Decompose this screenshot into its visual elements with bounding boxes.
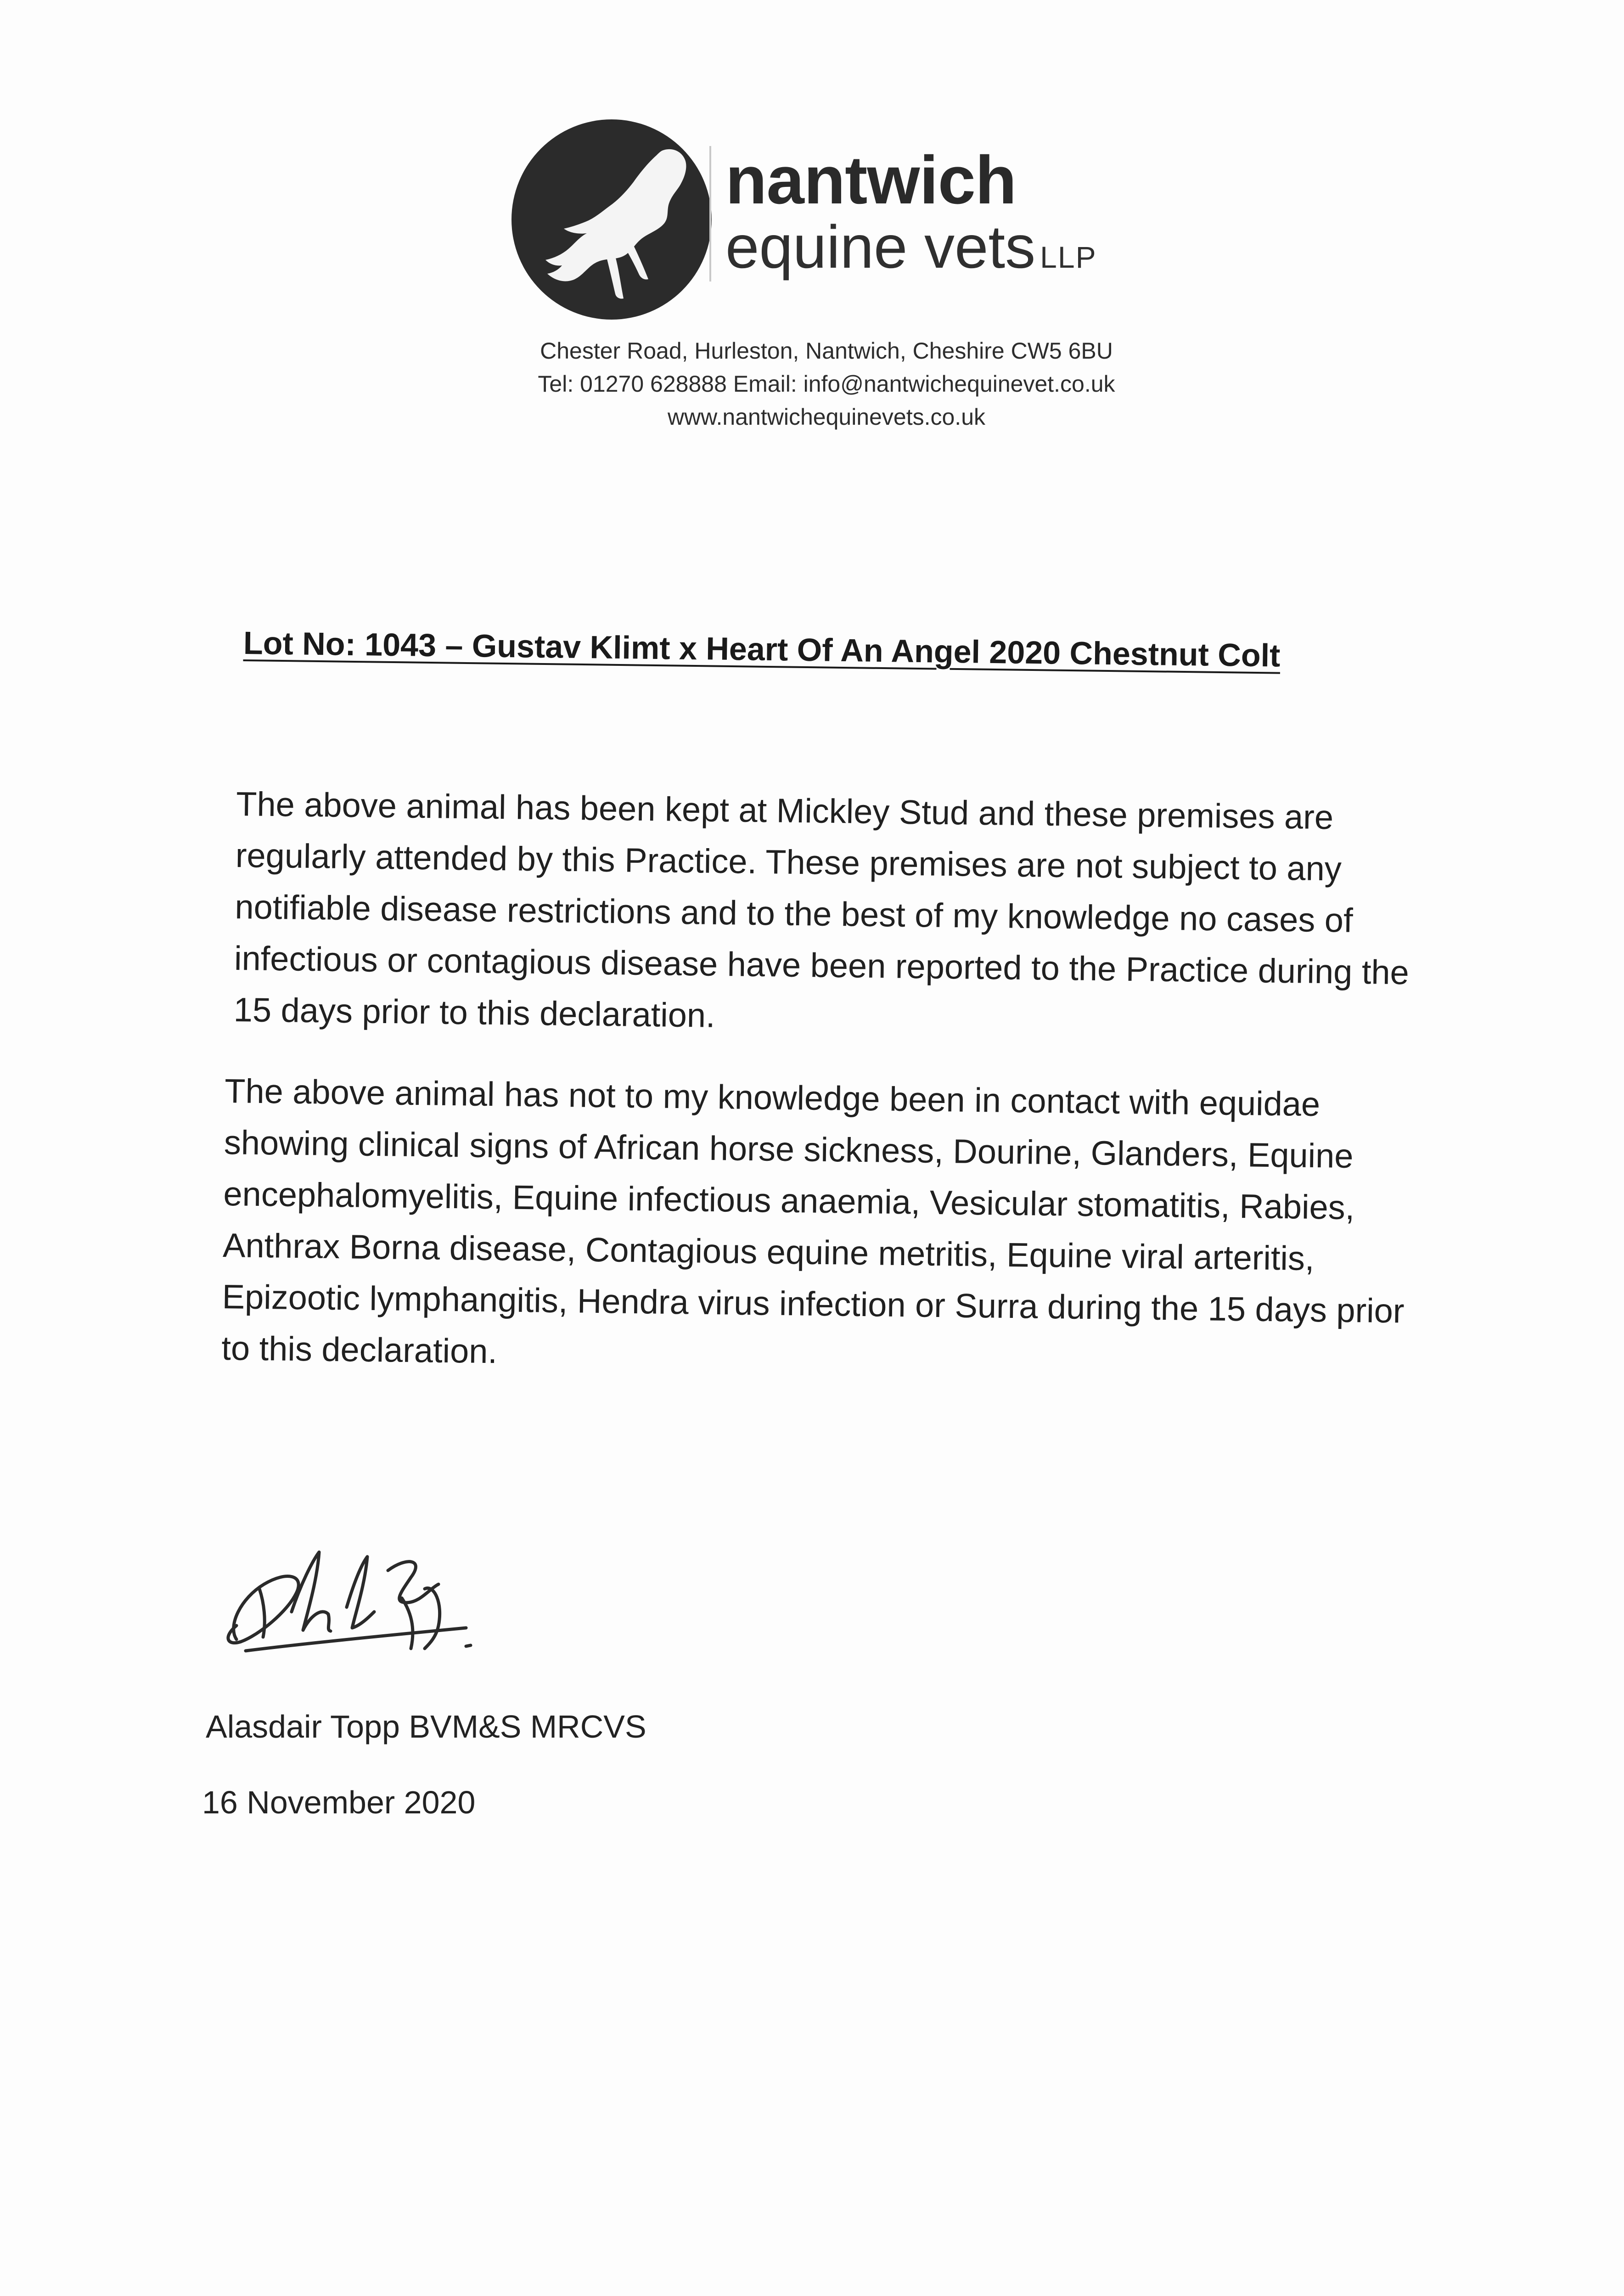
logo-name-line2: [725, 215, 1097, 289]
paragraph-line: Anthrax Borna disease, Contagious equine metritis, Equine viral arteritis,: [222, 1226, 1315, 1278]
logo-wordmark: [725, 142, 1097, 289]
horse-jumping-icon: [511, 118, 713, 321]
declaration-date: 16 November 2020: [202, 1784, 476, 1820]
paragraph-line: notifiable disease restrictions and to the best of my knowledge no cases of: [235, 887, 1354, 940]
paragraph-line: to this declaration.: [221, 1328, 498, 1371]
paragraph-line: The above animal has not to my knowledge been in contact with equidae: [224, 1071, 1321, 1124]
declaration-paragraph-1: [233, 778, 1430, 1050]
paragraph-line: Epizootic lymphangitis, Hendra virus infection or Surra during the 15 days prior: [222, 1277, 1405, 1330]
lot-heading: [243, 625, 1323, 675]
paragraph-line: 15 days prior to this declaration.: [233, 990, 716, 1035]
contact-line: Tel: 01270 628888 Email: info@nantwichequinevet.co.uk: [538, 371, 1115, 397]
logo-name-suffix: LLP: [1040, 240, 1097, 274]
paragraph-line: The above animal has been kept at Mickley Stud and these premises are: [236, 784, 1334, 837]
website-line: www.nantwichequinevets.co.uk: [667, 404, 986, 430]
logo-name-line1: nantwich: [725, 142, 1017, 218]
signer-name: Alasdair Topp BVM&S MRCVS: [206, 1709, 646, 1745]
paragraph-line: encephalomyelitis, Equine infectious anaemia, Vesicular stomatitis, Rabies,: [223, 1174, 1355, 1227]
logo-name-main: equine vets: [725, 213, 1036, 281]
letterhead-address: [482, 334, 1171, 433]
logo-divider: [709, 146, 711, 281]
paragraph-line: infectious or contagious disease have been reported to the Practice during the: [234, 939, 1410, 992]
handwritten-signature: [209, 1534, 512, 1662]
paragraph-line: regularly attended by this Practice. These premises are not subject to any: [235, 836, 1342, 888]
lot-heading-text: Lot No: 1043 – Gustav Klimt x Heart Of An Angel 2020 Chestnut Colt: [243, 625, 1281, 674]
declaration-paragraph-2: [221, 1065, 1419, 1389]
address-line: Chester Road, Hurleston, Nantwich, Cheshire CW5 6BU: [540, 338, 1113, 364]
paragraph-line: showing clinical signs of African horse sickness, Dourine, Glanders, Equine: [224, 1123, 1354, 1176]
